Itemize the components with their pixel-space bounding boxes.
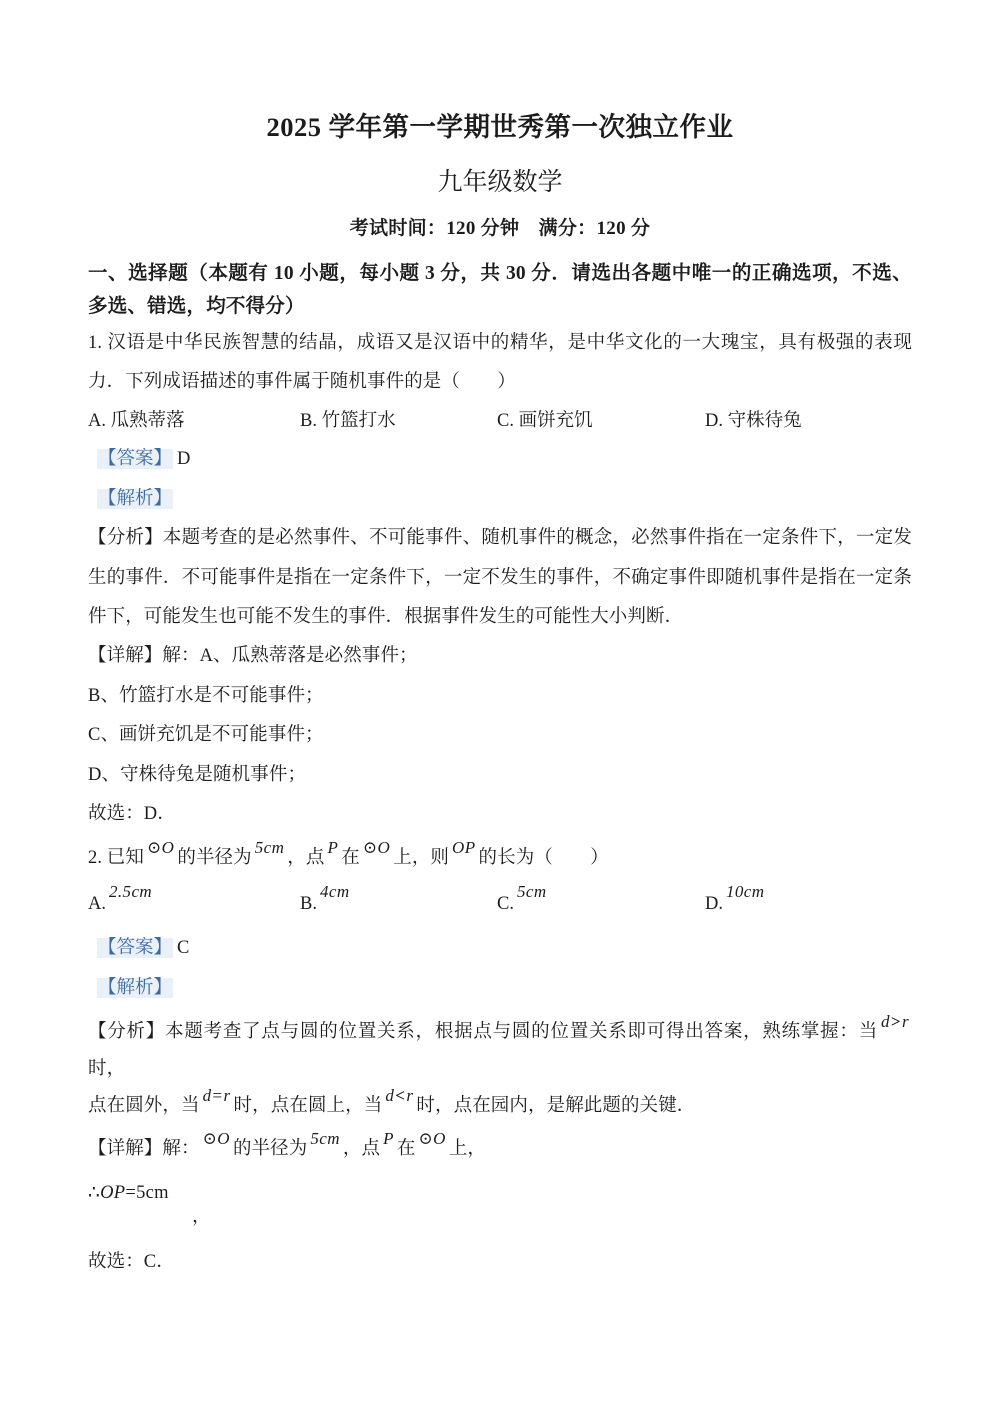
question-1-option-d[interactable] — [705, 403, 802, 440]
option-label: B. — [300, 411, 317, 432]
question-2-option-b[interactable] — [300, 882, 353, 923]
question-2-conclusion-equation — [88, 1182, 912, 1205]
analysis-body: 本题考查了点与圆的位置关系，根据点与圆的位置关系即可得出答案，熟练掌握：当 — [165, 1022, 878, 1043]
math-circle-o: ⊙O — [147, 838, 175, 858]
question-1-analysis-tag-line — [88, 480, 912, 519]
option-label: C. — [497, 411, 514, 432]
question-1-stem: 1. 汉语是中华民族智慧的结晶，成语又是汉语中的精华，是中华文化的一大瑰宝，具有极强的表现力．下列成语描述的事件属于随机事件的是（ ） — [88, 332, 912, 393]
question-1-conclusion: 故选：D． — [88, 803, 176, 824]
option-text: 竹篮打水 — [321, 411, 396, 432]
math-operator-greater: > — [890, 1012, 901, 1032]
math-point-p: P — [327, 838, 339, 858]
question-1-detail-line-3: C、画饼充饥是不可能事件； — [88, 725, 324, 746]
page-title: 2025 学年第一学期世秀第一次独立作业 — [266, 112, 734, 142]
answer-value: D — [177, 449, 191, 470]
option-value: 5cm — [516, 882, 547, 902]
question-1-answer-line — [88, 440, 912, 479]
section-heading-multiple-choice: 一、选择题（本题有 10 小题，每小题 3 分，共 30 分．请选出各题中唯一的正确选项，不选、多选、错选，均不得分） — [88, 262, 912, 318]
question-1-detail-line-2: B、竹篮打水是不可能事件； — [88, 685, 324, 706]
math-d-greater-r — [878, 1012, 912, 1031]
stem-text: 上，则 — [393, 848, 450, 869]
question-1-option-b[interactable] — [300, 403, 396, 440]
math-point-p: P — [383, 1129, 394, 1149]
question-2-conclusion-comma: ， — [192, 1207, 211, 1228]
stem-text: ，点 — [287, 848, 325, 869]
math-length-value: 5cm — [136, 1183, 169, 1204]
analysis-body: 时，点在园内，是解此题的关键． — [416, 1096, 696, 1117]
detail-text: 在 — [396, 1139, 416, 1160]
math-var-d: d — [880, 1012, 890, 1032]
math-segment-op: OP — [452, 838, 476, 858]
question-2-answer-line — [88, 929, 912, 968]
analysis-body: 时， — [88, 1059, 126, 1080]
question-1-option-c[interactable] — [497, 403, 593, 440]
question-1-options — [88, 402, 912, 440]
question-1-detail-line-4: D、守株待兔是随机事件； — [88, 764, 307, 785]
analysis-tag: 【解析】 — [98, 977, 173, 998]
option-text: 画饼充饥 — [518, 411, 593, 432]
analysis-label: 【分析】 — [88, 528, 163, 549]
math-circle-o: ⊙O — [418, 1129, 446, 1149]
question-2-options — [88, 877, 912, 923]
math-operator-less: < — [395, 1086, 406, 1106]
math-var-r: r — [406, 1086, 414, 1106]
math-radius-value: 5cm — [254, 838, 285, 858]
question-2-analysis-line-1 — [88, 1014, 912, 1088]
option-value: 4cm — [319, 882, 350, 902]
option-value: 10cm — [726, 882, 765, 902]
spacer — [88, 1168, 912, 1182]
math-segment-op: OP — [100, 1183, 126, 1204]
detail-label: 【详解】 — [88, 1139, 163, 1160]
question-2-option-a[interactable] — [88, 882, 155, 923]
detail-text: 解： — [162, 1139, 200, 1160]
math-therefore-symbol: ∴ — [88, 1183, 101, 1204]
question-2-final-answer: 故选：C． — [88, 1252, 175, 1273]
math-circle-o: ⊙O — [202, 1129, 230, 1149]
spacer — [88, 1230, 912, 1244]
detail-text: 上， — [448, 1139, 487, 1160]
math-var-d: d — [385, 1086, 395, 1106]
option-value: 2.5cm — [109, 882, 153, 902]
option-label: A. — [88, 894, 106, 915]
question-2-option-c[interactable] — [497, 882, 550, 923]
math-var-r: r — [901, 1012, 910, 1032]
analysis-body: 本题考查的是必然事件、不可能事件、随机事件的概念，必然事件指在一定条件下，一定发生的事件．不可能事件是指在一定条件下，一定不发生的事件，不确定事件即随机事件是指在一定条件下，可能发生也可能不发生的事件．根据事件发生的可能性大小判断． — [88, 528, 912, 627]
question-2-option-d[interactable] — [705, 882, 767, 923]
math-d-less-r — [382, 1086, 416, 1105]
stem-text: 2. 已知 — [88, 848, 145, 869]
option-label: A. — [88, 411, 106, 432]
question-1-analysis-paragraph — [88, 519, 912, 637]
question-2-analysis-line-2 — [88, 1088, 912, 1125]
page-content — [88, 0, 912, 1281]
detail-text: 的半径为 — [232, 1139, 308, 1160]
math-operator-equals: = — [212, 1086, 223, 1106]
question-1-option-a[interactable] — [88, 403, 185, 440]
option-label: C. — [497, 894, 514, 915]
analysis-tag: 【解析】 — [98, 488, 173, 509]
question-1-detail-line-1: 【详解】解：A、瓜熟蒂落是必然事件； — [88, 646, 418, 667]
answer-tag: 【答案】 — [98, 449, 173, 470]
math-var-r: r — [223, 1086, 231, 1106]
question-2-stem — [88, 840, 912, 877]
analysis-label: 【分析】 — [88, 1022, 166, 1043]
page-subtitle: 九年级数学 — [437, 168, 563, 196]
analysis-body: 点在圆外，当 — [88, 1096, 200, 1117]
stem-text: 在 — [341, 848, 360, 869]
question-2-detail-line-1 — [88, 1131, 912, 1168]
math-circle-o: ⊙O — [362, 838, 391, 858]
math-d-equals-r — [200, 1086, 234, 1105]
answer-value: C — [177, 938, 190, 959]
stem-text: 的半径为 — [177, 848, 252, 869]
exam-info-line: 考试时间：120 分钟 满分：120 分 — [349, 217, 651, 239]
option-label: D. — [705, 894, 723, 915]
option-label: D. — [705, 411, 723, 432]
analysis-body: 时，点在圆上，当 — [233, 1096, 383, 1117]
detail-text: ，点 — [342, 1139, 381, 1160]
option-text: 瓜熟蒂落 — [110, 411, 185, 432]
math-operator-equals: = — [125, 1183, 137, 1204]
answer-tag: 【答案】 — [98, 938, 173, 959]
math-radius-value: 5cm — [310, 1129, 340, 1149]
question-2-analysis-tag-line — [88, 969, 912, 1008]
math-var-d: d — [202, 1086, 212, 1106]
stem-text: 的长为（ ） — [478, 848, 609, 869]
option-label: B. — [300, 894, 317, 915]
option-text: 守株待兔 — [727, 411, 802, 432]
